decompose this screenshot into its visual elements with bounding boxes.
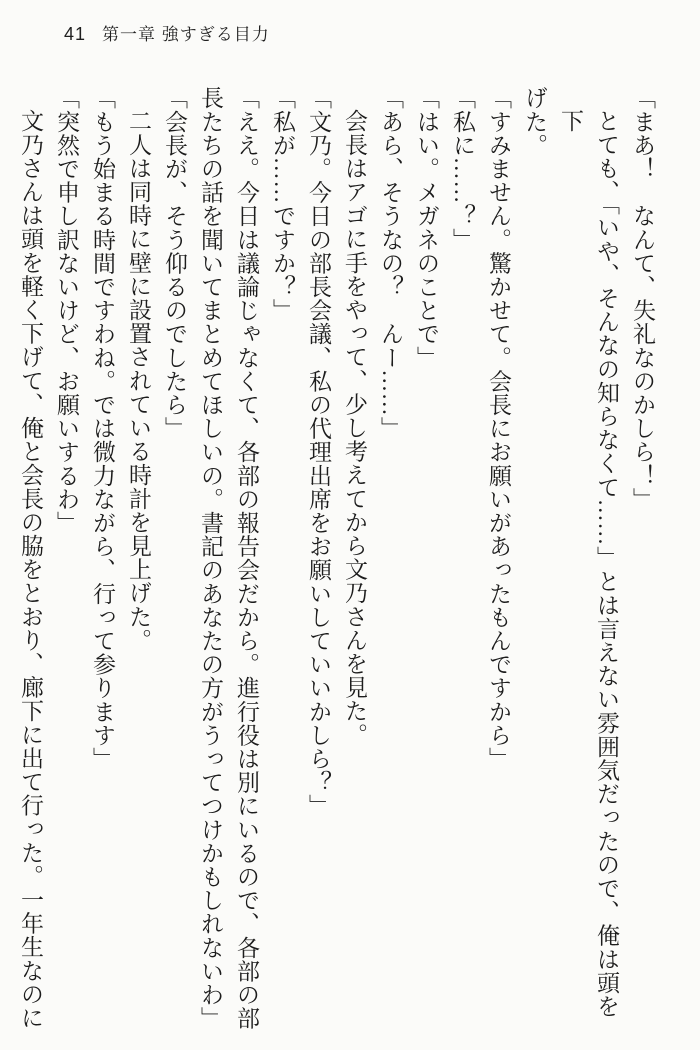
text-column: 「会長が、そう仰るのでしたら」 [162, 86, 187, 440]
page-number: 41 [64, 24, 87, 44]
text-body [12, 86, 660, 1030]
text-column: 「すみません。驚かせて。会長にお願いがあったもんですから」 [486, 86, 511, 771]
text-column: 「文乃。今日の部長会議、私の代理出席をお願いしていいかしら？」 [306, 86, 331, 818]
text-column: 「ええ。今日は議論じゃなくて、各部の報告会だから。進行役は別にいるので、各部の部 [234, 86, 259, 1030]
text-column: 「はい。メガネのことで」 [414, 86, 439, 370]
text-column: 会長はアゴに手をやって、少し考えてから文乃さんを見た。 [342, 109, 367, 747]
page-header [64, 20, 270, 45]
text-column: 文乃さんは頭を軽く下げて、俺と会長の脇をとおり、廊下に出て行った。一年生なのに [18, 109, 43, 1030]
text-column: 「もう始まる時間ですわね。では微力ながら、行って参ります」 [90, 86, 115, 771]
text-column: げた。 [522, 86, 547, 157]
text-column: 「あら、そうなの？ んー……」 [378, 86, 403, 440]
text-column: 長たちの話を聞いてまとめてほしいの。書記のあなたの方がうってつけかもしれないわ」 [198, 86, 223, 1030]
text-column: 「私が……ですか？」 [270, 86, 295, 322]
text-column: 「突然で申し訳ないけど、お願いするわ」 [54, 86, 79, 535]
text-column: 「まあ！ なんて、失礼なのかしら！」 [630, 86, 655, 511]
text-column: 「私に……？」 [450, 86, 475, 252]
text-column: とても、「いや、そんなの知らなくて……」とは言えない雰囲気だったので、俺は頭を下 [558, 109, 619, 1018]
chapter-title: 第一章 強すぎる目力 [102, 25, 270, 44]
text-column: 二人は同時に壁に設置されている時計を見上げた。 [126, 109, 151, 652]
